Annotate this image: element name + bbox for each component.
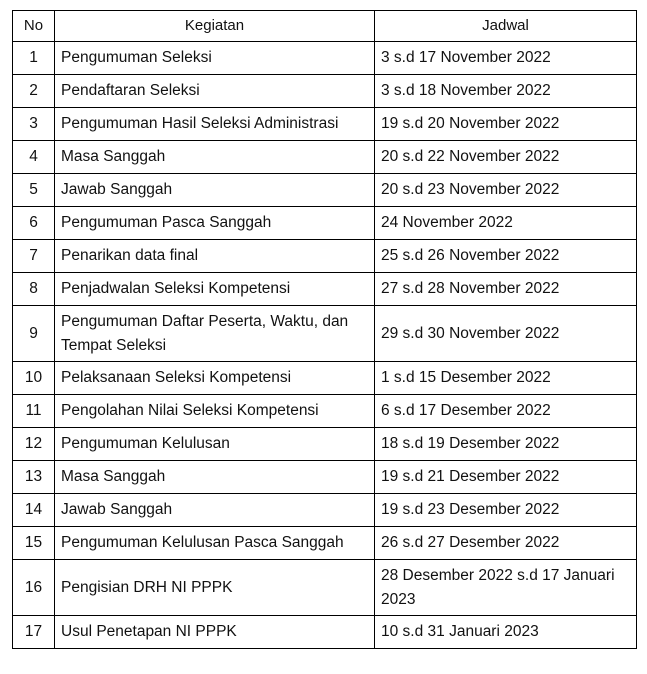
cell-kegiatan: Pengumuman Seleksi — [55, 42, 375, 75]
cell-kegiatan: Pengumuman Kelulusan Pasca Sanggah — [55, 527, 375, 560]
table-row — [13, 108, 637, 141]
cell-no: 12 — [13, 428, 55, 461]
cell-kegiatan: Usul Penetapan NI PPPK — [55, 616, 375, 649]
cell-no: 8 — [13, 273, 55, 306]
cell-jadwal: 10 s.d 31 Januari 2023 — [375, 616, 637, 649]
header-kegiatan: Kegiatan — [55, 11, 375, 42]
cell-kegiatan: Masa Sanggah — [55, 461, 375, 494]
cell-jadwal: 26 s.d 27 Desember 2022 — [375, 527, 637, 560]
cell-no: 5 — [13, 174, 55, 207]
table-row — [13, 207, 637, 240]
cell-kegiatan: Pengumuman Kelulusan — [55, 428, 375, 461]
cell-kegiatan: Penjadwalan Seleksi Kompetensi — [55, 273, 375, 306]
cell-kegiatan: Pengumuman Daftar Peserta, Waktu, dan Tempat Seleksi — [55, 306, 375, 362]
cell-kegiatan: Penarikan data final — [55, 240, 375, 273]
cell-no: 15 — [13, 527, 55, 560]
cell-jadwal: 24 November 2022 — [375, 207, 637, 240]
cell-no: 10 — [13, 362, 55, 395]
cell-kegiatan: Pengolahan Nilai Seleksi Kompetensi — [55, 395, 375, 428]
cell-no: 2 — [13, 75, 55, 108]
cell-jadwal: 27 s.d 28 November 2022 — [375, 273, 637, 306]
cell-jadwal: 20 s.d 22 November 2022 — [375, 141, 637, 174]
header-jadwal: Jadwal — [375, 11, 637, 42]
cell-jadwal: 1 s.d 15 Desember 2022 — [375, 362, 637, 395]
cell-jadwal: 19 s.d 20 November 2022 — [375, 108, 637, 141]
cell-jadwal: 29 s.d 30 November 2022 — [375, 306, 637, 362]
cell-jadwal: 19 s.d 23 Desember 2022 — [375, 494, 637, 527]
cell-kegiatan: Jawab Sanggah — [55, 174, 375, 207]
table-row — [13, 42, 637, 75]
table-row — [13, 560, 637, 616]
cell-kegiatan: Pelaksanaan Seleksi Kompetensi — [55, 362, 375, 395]
table-row — [13, 75, 637, 108]
table-row — [13, 494, 637, 527]
cell-jadwal: 20 s.d 23 November 2022 — [375, 174, 637, 207]
cell-no: 14 — [13, 494, 55, 527]
table-row — [13, 306, 637, 362]
cell-jadwal: 6 s.d 17 Desember 2022 — [375, 395, 637, 428]
table-row — [13, 461, 637, 494]
schedule-table-container — [12, 10, 637, 649]
table-row — [13, 362, 637, 395]
cell-jadwal: 28 Desember 2022 s.d 17 Januari 2023 — [375, 560, 637, 616]
cell-no: 13 — [13, 461, 55, 494]
cell-no: 4 — [13, 141, 55, 174]
table-row — [13, 527, 637, 560]
cell-jadwal: 19 s.d 21 Desember 2022 — [375, 461, 637, 494]
table-row — [13, 174, 637, 207]
cell-jadwal: 3 s.d 18 November 2022 — [375, 75, 637, 108]
cell-jadwal: 18 s.d 19 Desember 2022 — [375, 428, 637, 461]
cell-kegiatan: Pengumuman Hasil Seleksi Administrasi — [55, 108, 375, 141]
cell-jadwal: 3 s.d 17 November 2022 — [375, 42, 637, 75]
cell-kegiatan: Pendaftaran Seleksi — [55, 75, 375, 108]
table-row — [13, 428, 637, 461]
cell-no: 3 — [13, 108, 55, 141]
header-no: No — [13, 11, 55, 42]
cell-no: 6 — [13, 207, 55, 240]
cell-jadwal: 25 s.d 26 November 2022 — [375, 240, 637, 273]
cell-no: 16 — [13, 560, 55, 616]
cell-no: 11 — [13, 395, 55, 428]
cell-no: 7 — [13, 240, 55, 273]
cell-kegiatan: Jawab Sanggah — [55, 494, 375, 527]
cell-no: 1 — [13, 42, 55, 75]
table-row — [13, 395, 637, 428]
schedule-table — [12, 10, 637, 649]
cell-no: 9 — [13, 306, 55, 362]
cell-kegiatan: Pengumuman Pasca Sanggah — [55, 207, 375, 240]
cell-kegiatan: Pengisian DRH NI PPPK — [55, 560, 375, 616]
cell-kegiatan: Masa Sanggah — [55, 141, 375, 174]
table-row — [13, 240, 637, 273]
table-row — [13, 273, 637, 306]
table-row — [13, 616, 637, 649]
table-row — [13, 141, 637, 174]
cell-no: 17 — [13, 616, 55, 649]
table-header-row — [13, 11, 637, 42]
